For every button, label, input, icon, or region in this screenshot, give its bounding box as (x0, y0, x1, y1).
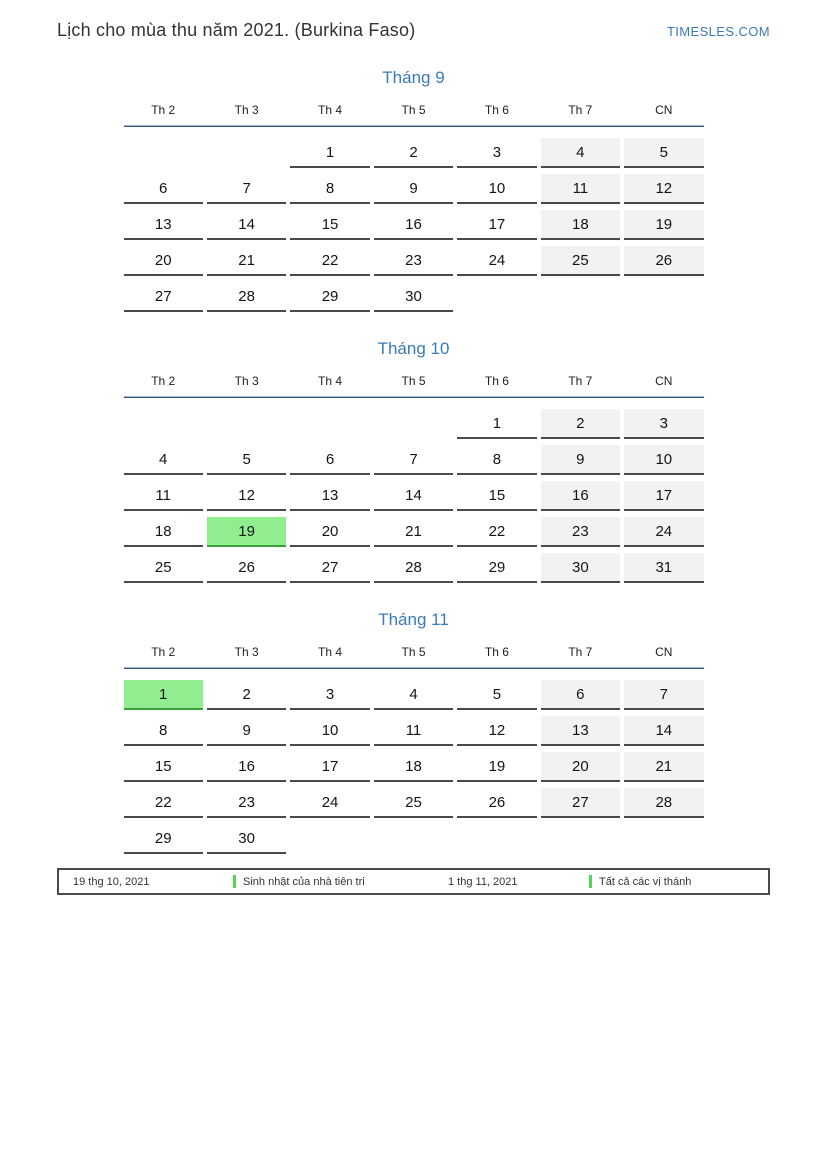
month-grid-september (124, 138, 704, 312)
day-cell: 16 (207, 752, 286, 782)
day-cell: 8 (290, 174, 369, 204)
holiday-marker-icon (589, 875, 592, 888)
day-cell: 7 (624, 680, 703, 710)
month-october (124, 339, 704, 583)
day-cell: 1 (457, 409, 536, 439)
weekday-divider (124, 396, 704, 398)
day-cell: 25 (374, 788, 453, 818)
legend-label-1: Sinh nhật của nhà tiên tri (243, 875, 365, 888)
day-cell: 24 (457, 246, 536, 276)
weekday-header: Th 6 (484, 645, 509, 659)
day-cell: 22 (290, 246, 369, 276)
weekday-header: Th 5 (401, 103, 426, 117)
day-cell: 15 (290, 210, 369, 240)
legend-date-2: 1 thg 11, 2021 (448, 875, 518, 888)
weekday-header: Th 3 (234, 645, 259, 659)
month-grid-november (124, 680, 704, 854)
day-cell: 14 (207, 210, 286, 240)
day-cell-holiday: 1 (124, 680, 203, 710)
day-cell-empty (290, 409, 369, 439)
day-cell-empty (124, 409, 203, 439)
day-cell: 24 (290, 788, 369, 818)
day-cell: 28 (624, 788, 703, 818)
day-cell: 12 (207, 481, 286, 511)
weekday-header: Th 2 (151, 103, 176, 117)
day-cell: 26 (624, 246, 703, 276)
day-cell: 31 (624, 553, 703, 583)
day-cell: 18 (541, 210, 620, 240)
day-cell: 8 (457, 445, 536, 475)
day-cell: 26 (207, 553, 286, 583)
weekday-header: Th 4 (318, 103, 343, 117)
day-cell-empty (541, 282, 620, 312)
month-november (124, 610, 704, 854)
legend-label-2: Tất cả các vị thánh (599, 875, 692, 888)
day-cell: 28 (207, 282, 286, 312)
weekday-header-row (124, 103, 704, 125)
day-cell-empty (374, 824, 453, 854)
month-title-november: Tháng 11 (378, 610, 449, 629)
day-cell: 17 (624, 481, 703, 511)
day-cell: 11 (124, 481, 203, 511)
day-cell: 2 (207, 680, 286, 710)
day-cell: 2 (374, 138, 453, 168)
day-cell: 16 (541, 481, 620, 511)
weekday-divider (124, 667, 704, 669)
day-cell: 23 (541, 517, 620, 547)
day-cell: 21 (624, 752, 703, 782)
day-cell-empty (541, 824, 620, 854)
day-cell: 28 (374, 553, 453, 583)
day-cell: 2 (541, 409, 620, 439)
day-cell: 29 (290, 282, 369, 312)
day-cell: 27 (124, 282, 203, 312)
day-cell: 27 (290, 553, 369, 583)
day-cell: 15 (124, 752, 203, 782)
day-cell: 30 (374, 282, 453, 312)
weekday-header: Th 4 (318, 374, 343, 388)
day-cell: 7 (374, 445, 453, 475)
legend-item-2 (589, 875, 768, 888)
day-cell: 9 (374, 174, 453, 204)
weekday-header: Th 3 (234, 103, 259, 117)
weekday-header: Th 5 (401, 645, 426, 659)
day-cell: 14 (624, 716, 703, 746)
day-cell-empty (624, 282, 703, 312)
day-cell: 21 (207, 246, 286, 276)
day-cell-empty (624, 824, 703, 854)
weekday-header: Th 7 (568, 645, 593, 659)
day-cell: 6 (541, 680, 620, 710)
day-cell: 15 (457, 481, 536, 511)
day-cell: 6 (124, 174, 203, 204)
day-cell: 18 (124, 517, 203, 547)
day-cell: 13 (124, 210, 203, 240)
day-cell: 8 (124, 716, 203, 746)
month-september (124, 68, 704, 312)
weekday-header: CN (655, 374, 673, 388)
day-cell: 13 (290, 481, 369, 511)
legend-date-1: 19 thg 10, 2021 (73, 875, 150, 888)
legend-item-1 (233, 875, 448, 888)
day-cell: 22 (457, 517, 536, 547)
weekday-header-row (124, 374, 704, 396)
brand-link[interactable]: TIMESLES.COM (666, 24, 770, 39)
day-cell: 3 (457, 138, 536, 168)
day-cell: 11 (374, 716, 453, 746)
day-cell: 27 (541, 788, 620, 818)
day-cell-empty (207, 138, 286, 168)
day-cell: 16 (374, 210, 453, 240)
day-cell: 13 (541, 716, 620, 746)
day-cell: 23 (374, 246, 453, 276)
day-cell: 3 (624, 409, 703, 439)
day-cell-empty (457, 824, 536, 854)
day-cell: 26 (457, 788, 536, 818)
weekday-header: CN (655, 645, 673, 659)
day-cell: 10 (290, 716, 369, 746)
day-cell: 20 (124, 246, 203, 276)
day-cell: 10 (457, 174, 536, 204)
weekday-header: Th 5 (401, 374, 426, 388)
day-cell: 19 (624, 210, 703, 240)
month-title-september: Tháng 9 (382, 68, 445, 87)
weekday-header-row (124, 645, 704, 667)
day-cell: 12 (457, 716, 536, 746)
weekday-header: Th 2 (151, 374, 176, 388)
day-cell: 9 (541, 445, 620, 475)
day-cell: 30 (207, 824, 286, 854)
day-cell: 21 (374, 517, 453, 547)
day-cell: 24 (624, 517, 703, 547)
day-cell-empty (290, 824, 369, 854)
day-cell: 6 (290, 445, 369, 475)
day-cell: 14 (374, 481, 453, 511)
day-cell: 4 (124, 445, 203, 475)
day-cell: 18 (374, 752, 453, 782)
day-cell: 17 (290, 752, 369, 782)
day-cell-holiday: 19 (207, 517, 286, 547)
day-cell: 4 (541, 138, 620, 168)
day-cell: 19 (457, 752, 536, 782)
months-container (57, 68, 770, 854)
holiday-marker-icon (233, 875, 236, 888)
day-cell: 25 (541, 246, 620, 276)
weekday-header: Th 6 (484, 374, 509, 388)
day-cell: 10 (624, 445, 703, 475)
weekday-header: Th 7 (568, 374, 593, 388)
day-cell: 7 (207, 174, 286, 204)
day-cell: 17 (457, 210, 536, 240)
page-title: Lịch cho mùa thu năm 2021. (Burkina Faso) (57, 20, 416, 40)
day-cell: 4 (374, 680, 453, 710)
weekday-header: Th 2 (151, 645, 176, 659)
weekday-divider (124, 125, 704, 127)
day-cell: 5 (207, 445, 286, 475)
day-cell: 30 (541, 553, 620, 583)
day-cell: 5 (457, 680, 536, 710)
day-cell: 5 (624, 138, 703, 168)
day-cell: 29 (124, 824, 203, 854)
day-cell: 22 (124, 788, 203, 818)
weekday-header: CN (655, 103, 673, 117)
day-cell: 11 (541, 174, 620, 204)
day-cell: 20 (290, 517, 369, 547)
page-header (57, 20, 770, 41)
month-grid-october (124, 409, 704, 583)
day-cell: 23 (207, 788, 286, 818)
day-cell-empty (457, 282, 536, 312)
day-cell: 25 (124, 553, 203, 583)
day-cell-empty (124, 138, 203, 168)
day-cell-empty (374, 409, 453, 439)
day-cell: 12 (624, 174, 703, 204)
day-cell-empty (207, 409, 286, 439)
weekday-header: Th 6 (484, 103, 509, 117)
legend-box (57, 868, 770, 895)
month-title-october: Tháng 10 (377, 339, 450, 358)
day-cell: 9 (207, 716, 286, 746)
weekday-header: Th 3 (234, 374, 259, 388)
day-cell: 3 (290, 680, 369, 710)
day-cell: 29 (457, 553, 536, 583)
day-cell: 1 (290, 138, 369, 168)
day-cell: 20 (541, 752, 620, 782)
weekday-header: Th 4 (318, 645, 343, 659)
weekday-header: Th 7 (568, 103, 593, 117)
